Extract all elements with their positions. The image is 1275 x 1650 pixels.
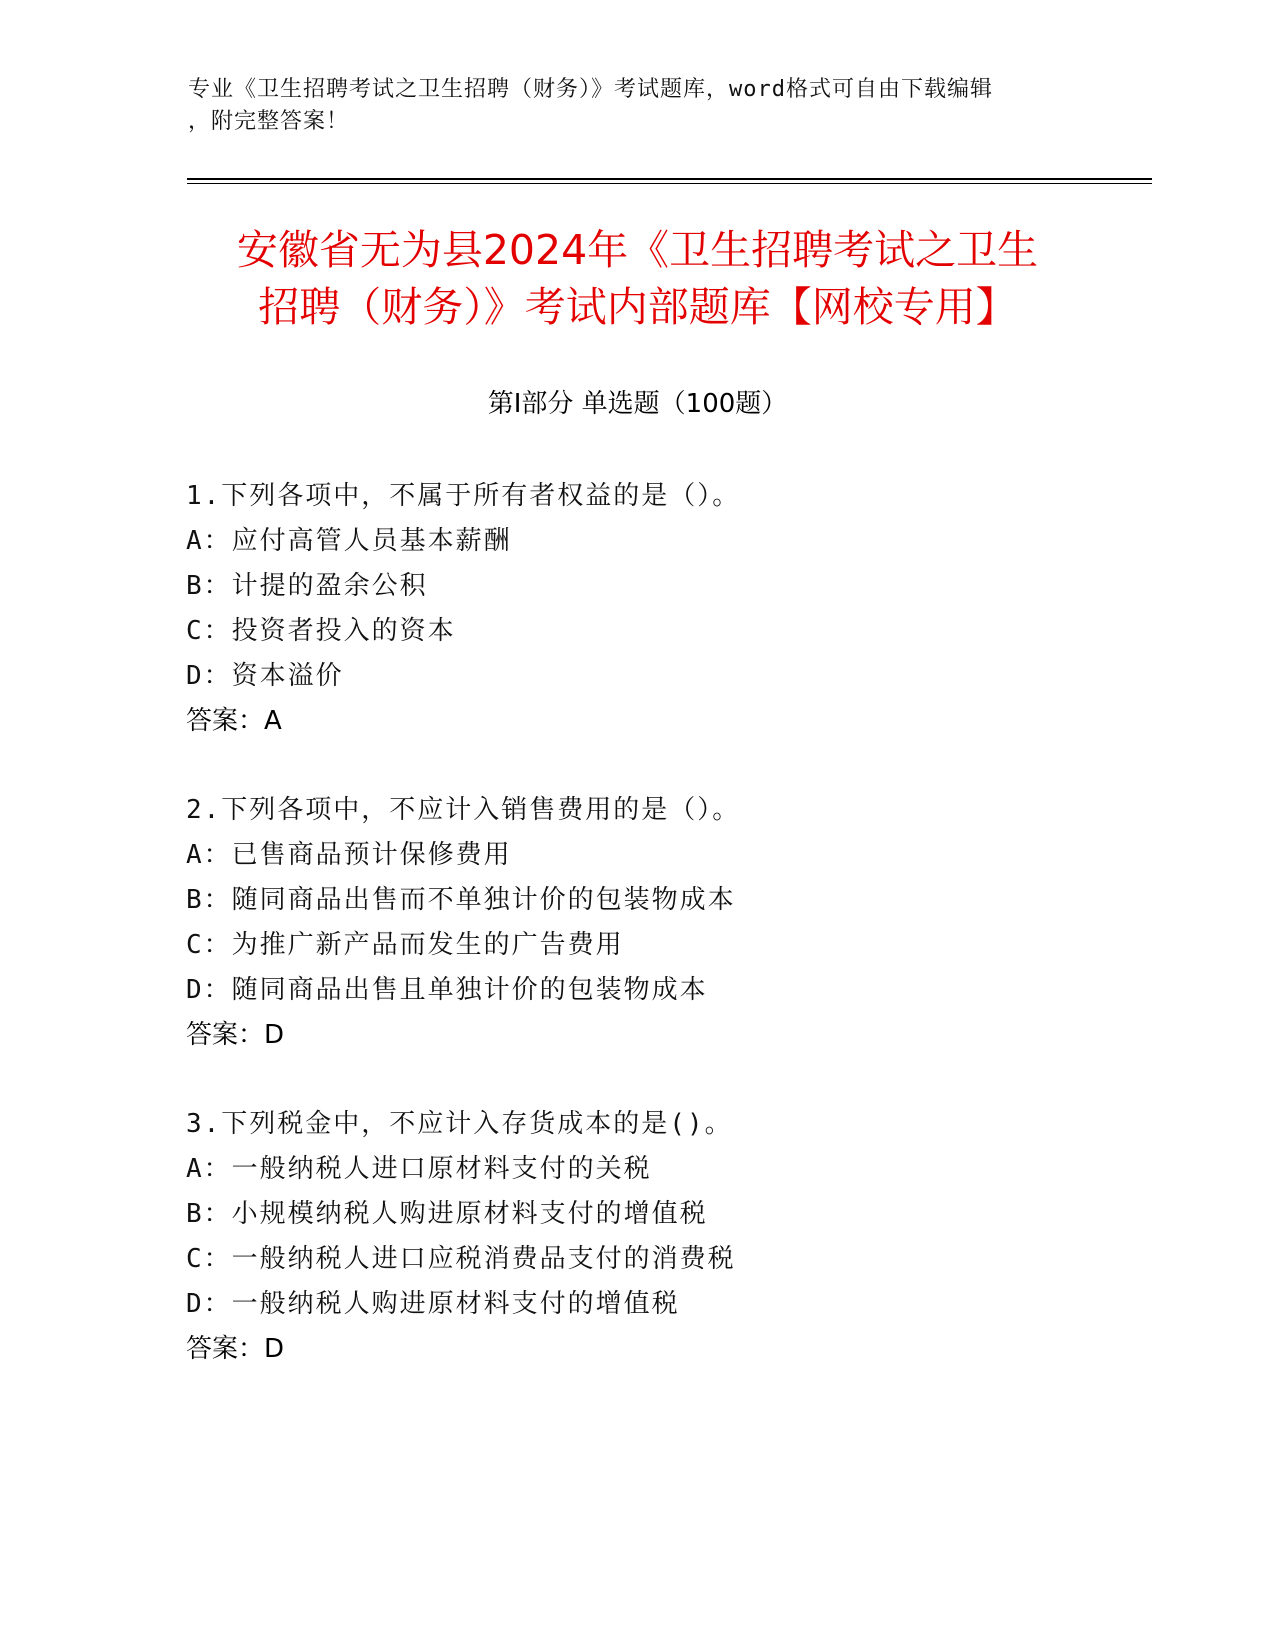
document-title xyxy=(160,222,1115,336)
question-3 xyxy=(186,1102,1106,1372)
header-note xyxy=(188,74,1068,138)
option-a: A：一般纳税人进口原材料支付的关税 xyxy=(186,1154,652,1184)
question-stem: 1.下列各项中，不属于所有者权益的是（）。 xyxy=(186,481,741,511)
option-b: B：随同商品出售而不单独计价的包装物成本 xyxy=(186,885,736,915)
option-c: C：投资者投入的资本 xyxy=(186,616,456,646)
option-a: A：应付高管人员基本薪酬 xyxy=(186,526,512,556)
answer: 答案：D xyxy=(186,1334,285,1364)
option-d: D：随同商品出售且单独计价的包装物成本 xyxy=(186,975,708,1005)
option-b: B：小规模纳税人购进原材料支付的增值税 xyxy=(186,1199,708,1229)
option-a: A：已售商品预计保修费用 xyxy=(186,840,512,870)
question-1 xyxy=(186,474,1106,744)
header-rule-thin xyxy=(187,183,1152,184)
section-title: 第Ⅰ部分 单选题（100题） xyxy=(487,389,788,419)
option-b: B：计提的盈余公积 xyxy=(186,571,428,601)
answer: 答案：A xyxy=(186,706,282,736)
option-d: D：资本溢价 xyxy=(186,661,344,691)
option-d: D：一般纳税人购进原材料支付的增值税 xyxy=(186,1289,680,1319)
option-c: C：为推广新产品而发生的广告费用 xyxy=(186,930,624,960)
header-rule-thick xyxy=(187,178,1152,180)
document-title-line-1: 安徽省无为县2024年《卫生招聘考试之卫生 xyxy=(236,226,1039,274)
question-stem: 3.下列税金中，不应计入存货成本的是()。 xyxy=(186,1109,733,1139)
question-stem: 2.下列各项中，不应计入销售费用的是（）。 xyxy=(186,795,741,825)
document-title-line-2: 招聘（财务）》考试内部题库【网校专用】 xyxy=(258,283,1017,331)
option-c: C：一般纳税人进口应税消费品支付的消费税 xyxy=(186,1244,736,1274)
header-note-line-2: ，附完整答案！ xyxy=(188,109,350,134)
question-list xyxy=(186,474,1106,1416)
question-2 xyxy=(186,788,1106,1058)
answer: 答案：D xyxy=(186,1020,285,1050)
header-note-line-1: 专业《卫生招聘考试之卫生招聘（财务）》考试题库，word格式可自由下载编辑 xyxy=(188,77,993,102)
